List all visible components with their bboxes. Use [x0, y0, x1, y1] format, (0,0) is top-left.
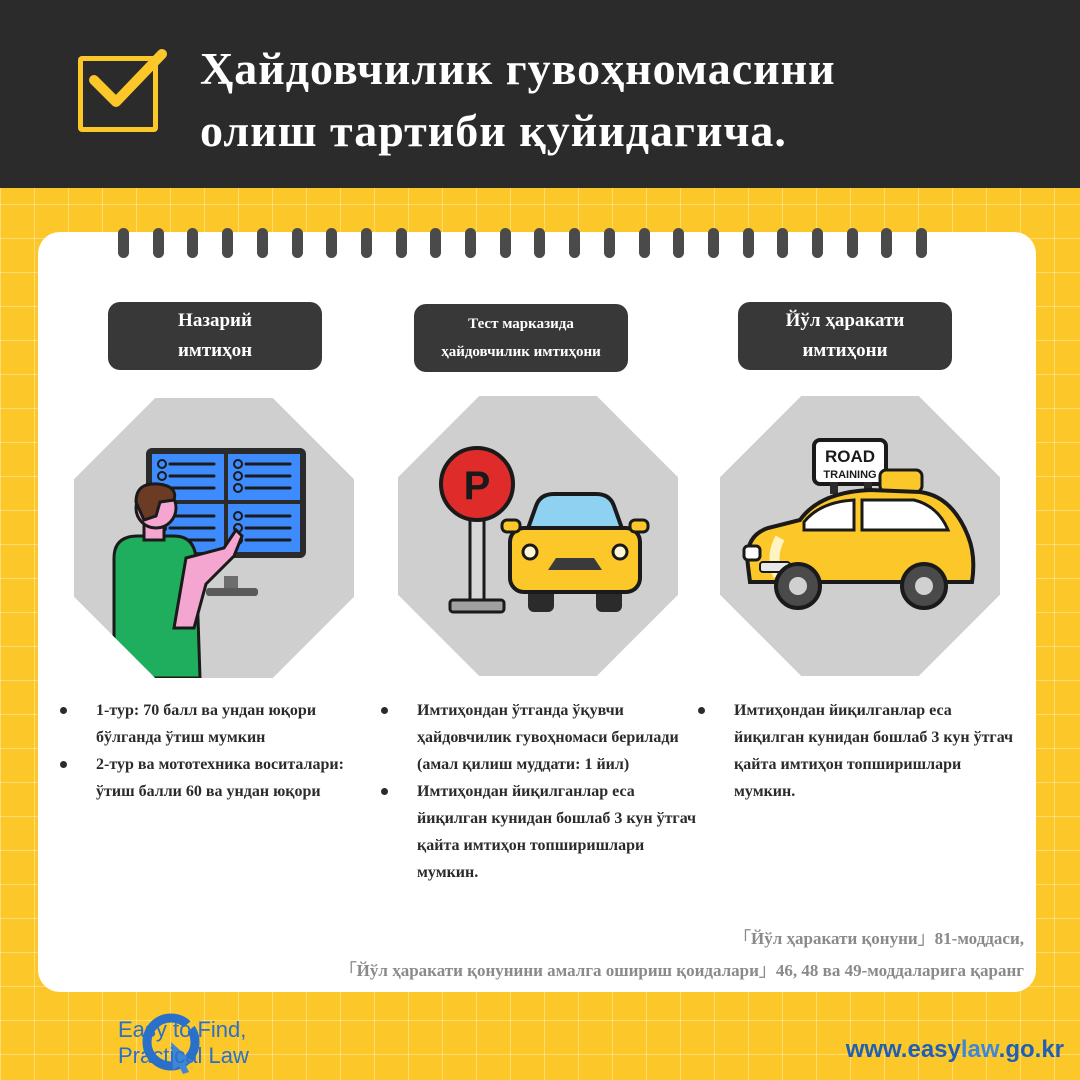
binding-ring: [153, 228, 164, 258]
checkmark-icon: [82, 46, 172, 116]
notebook-binding-rings: [118, 228, 938, 264]
binding-ring: [743, 228, 754, 258]
binding-ring: [326, 228, 337, 258]
svg-text:P: P: [463, 464, 491, 508]
binding-ring: [639, 228, 650, 258]
page-title-line-2: олиш тартиби қуйидагича.: [200, 105, 787, 156]
binding-ring: [430, 228, 441, 258]
binding-ring: [847, 228, 858, 258]
website-link[interactable]: [846, 1036, 1064, 1064]
url-suffix: .go.kr: [998, 1036, 1064, 1063]
road-training-car-icon: [720, 396, 1000, 676]
binding-ring: [534, 228, 545, 258]
test-center-exam-bullet-list: [381, 697, 699, 886]
binding-ring: [396, 228, 407, 258]
list-item: Имтиҳондан йиқилганлар еса йиқилган кунидан бошлаб 3 кун ўтгач қайта имтиҳон топширишлари мумкин.: [698, 697, 1018, 805]
test-center-exam-label: [414, 304, 628, 372]
law-reference-line-1: 「Йўл ҳаракати қонуни」81-моддаси,: [734, 929, 1024, 948]
list-item: 2-тур ва мототехника воситалари: ўтиш балли 60 ва ундан юқори: [60, 751, 370, 805]
road-exam-label: [738, 302, 952, 370]
binding-ring: [118, 228, 129, 258]
binding-ring: [812, 228, 823, 258]
law-reference-line-2: 「Йўл ҳаракати қонунини амалга ошириш қоидалари」46, 48 ва 49-моддаларига қаранг: [339, 961, 1024, 980]
url-prefix: www.easy: [845, 1036, 961, 1063]
list-item: Имтиҳондан йиқилганлар еса йиқилган кунидан бошлаб 3 кун ўтгач қайта имтиҳон топширишлари мумкин.: [381, 778, 699, 886]
road-exam-bullet-list: [698, 697, 1018, 805]
test-center-exam-label-line-2: ҳайдовчилик имтиҳони: [441, 344, 601, 360]
road-exam-label-line-1: Йўл ҳаракати: [785, 310, 905, 331]
binding-ring: [500, 228, 511, 258]
binding-ring: [604, 228, 615, 258]
road-sign-text-line-1: ROAD: [824, 447, 876, 466]
test-center-exam-illustration: [398, 396, 678, 676]
binding-ring: [673, 228, 684, 258]
list-item: Имтиҳондан ўтганда ўқувчи ҳайдовчилик гувоҳномаси берилади (амал қилиш муддати: 1 йил): [381, 697, 699, 778]
binding-ring: [257, 228, 268, 258]
binding-ring: [777, 228, 788, 258]
list-item: 1-тур: 70 балл ва ундан юқори бўлганда ўтиш мумкин: [60, 697, 370, 751]
road-sign-text-line-2: TRAINING: [823, 469, 877, 481]
binding-ring: [361, 228, 372, 258]
theory-exam-label-line-1: Назарий: [178, 310, 252, 331]
road-exam-illustration: [720, 396, 1000, 676]
theory-exam-bullet-list: [60, 697, 370, 805]
test-center-exam-label-line-1: Тест марказида: [468, 316, 574, 332]
binding-ring: [222, 228, 233, 258]
slogan-line-2: Practical Law: [118, 1043, 249, 1068]
binding-ring: [187, 228, 198, 258]
binding-ring: [569, 228, 580, 258]
slogan-line-1: Easy to Find,: [118, 1017, 247, 1042]
parking-sign-car-icon: [398, 396, 678, 676]
theory-exam-illustration: [74, 398, 354, 678]
binding-ring: [292, 228, 303, 258]
page-title-line-1: Ҳайдовчилик гувоҳномасини: [200, 43, 836, 94]
easylaw-slogan: [118, 1017, 249, 1069]
binding-ring: [881, 228, 892, 258]
binding-ring: [708, 228, 719, 258]
road-exam-label-line-2: имтиҳони: [802, 340, 888, 361]
page-title: [200, 38, 836, 162]
theory-exam-label: [108, 302, 322, 370]
binding-ring: [465, 228, 476, 258]
person-at-test-screen-icon: [74, 398, 354, 678]
binding-ring: [916, 228, 927, 258]
url-law: law: [960, 1036, 999, 1063]
theory-exam-label-line-2: имтиҳон: [177, 340, 253, 361]
